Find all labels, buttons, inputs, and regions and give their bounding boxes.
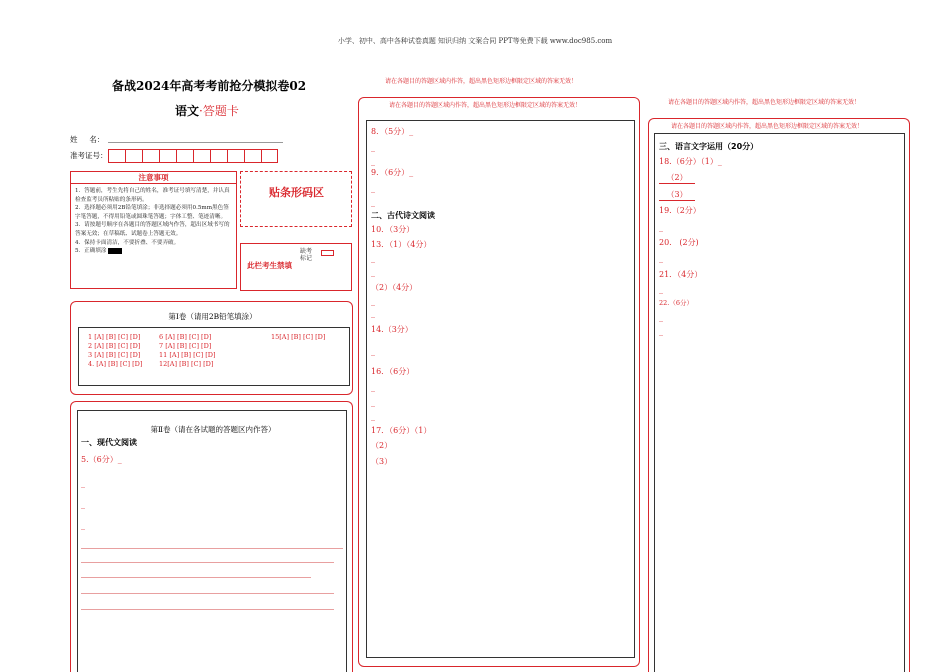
notice-box (70, 171, 237, 289)
answer-row-2[interactable]: 2 [A] [B] [C] [D] (88, 342, 141, 350)
col2-answer-box (366, 120, 635, 658)
answer-row-1[interactable]: 1 [A] [B] [C] [D] (88, 333, 141, 341)
answer-line-16a[interactable]: _ (371, 383, 375, 392)
section-1-title: 一、现代文阅读 (81, 438, 137, 447)
question-18-3: （3） (659, 189, 695, 201)
barcode-label: 贴条形码区 (269, 186, 324, 199)
answer-line-13d[interactable]: _ (371, 309, 375, 318)
exam-title: 备战2024年高考考前抢分模拟卷02 (112, 79, 307, 93)
answer-line-20[interactable]: _ (659, 254, 663, 263)
question-8: 8．（5分）_ (371, 127, 414, 136)
part2-answer-box (77, 410, 347, 672)
answer-line-21[interactable]: _ (659, 285, 663, 294)
subject-suffix: ·答题卡 (199, 104, 239, 118)
part2-title: 第Ⅱ卷（请在各试题的答题区内作答） (150, 425, 276, 434)
part1-answer-box (78, 327, 350, 386)
id-label: 准考证号： (70, 151, 108, 160)
question-13-2: （2）（4分） (371, 283, 418, 292)
col3-answer-box (654, 133, 905, 672)
id-cells[interactable] (108, 149, 278, 163)
question-17: 17．（6分）（1） (371, 426, 432, 435)
answer-line-13b[interactable]: _ (371, 268, 375, 277)
warning-text-col2: 请在各题目的答题区域内作答，超出黑色矩形边框限定区域的答案无效！ (389, 102, 582, 109)
absent-label: 此栏考生禁填 (247, 261, 292, 270)
answer-row-11[interactable]: 11 [A] [B] [C] [D] (159, 351, 216, 359)
answer-row-12[interactable]: 12[A] [B] [C] [D] (159, 360, 214, 368)
question-18: 18.（6分）（1）_ (659, 157, 722, 166)
question-17-3: （3） (371, 457, 393, 466)
question-13: 13．（1）（4分） (371, 240, 432, 249)
part1-title: 第Ⅰ卷（请用2B铅笔填涂） (168, 312, 257, 321)
notice-item-5: 5．正确填涂 (75, 248, 107, 255)
warning-text-col3: 请在各题目的答题区域内作答，超出黑色矩形边框限定区域的答案无效！ (671, 123, 864, 130)
answer-line-5a[interactable]: _ (81, 479, 85, 488)
answer-line-13c[interactable]: _ (371, 297, 375, 306)
writing-line-3[interactable] (81, 577, 311, 578)
answer-line-9b[interactable]: _ (371, 198, 375, 207)
notice-title: 注意事项 (71, 172, 236, 184)
answer-line-8a[interactable]: _ (371, 143, 375, 152)
answer-line-14[interactable]: _ (371, 347, 375, 356)
answer-line-5b[interactable]: _ (81, 500, 85, 509)
absent-box (240, 243, 352, 291)
writing-line-4[interactable] (81, 593, 334, 594)
answer-line-22a[interactable]: _ (659, 313, 663, 322)
writing-line-1[interactable] (81, 548, 343, 549)
name-label: 姓 名： (70, 135, 105, 144)
answer-line-13a[interactable]: _ (371, 254, 375, 263)
notice-item-4: 4．保持卡面清洁，不要折叠、不要弄破。 (75, 239, 180, 246)
part1-panel (70, 301, 353, 395)
answer-line-9a[interactable]: _ (371, 184, 375, 193)
answer-line-16c[interactable]: _ (371, 412, 375, 421)
question-20: 20. (2分) (659, 238, 699, 247)
warning-text-col3-top: 请在各题目的答题区域内作答，超出黑色矩形边框限定区域的答案无效！ (668, 99, 861, 106)
notice-item-1: 1．答题前，考生先将自己的姓名，准考证号填写清楚，并认真检查监考员所粘贴的条形码。 (75, 188, 230, 203)
answer-line-16b[interactable]: _ (371, 398, 375, 407)
question-16: 16．（6分） (371, 367, 415, 376)
answer-row-7[interactable]: 7 [A] [B] [C] [D] (159, 342, 212, 350)
writing-line-2[interactable] (81, 562, 334, 563)
answer-row-4[interactable]: 4. [A] [B] [C] [D] (88, 360, 143, 368)
question-14: 14.（3分） (371, 325, 413, 334)
site-header: 小学、初中、高中各种试卷真题 知识归纳 文案合同 PPT等免费下载 www.doc985.com (337, 37, 613, 45)
notice-item-2: 2．选择题必须用2B铅笔填涂；非选择题必须用0.5mm黑色签字笔答题，不得用铅笔或圆珠笔答题；字体工整、笔迹清晰。 (75, 205, 229, 220)
answer-row-6[interactable]: 6 [A] [B] [C] [D] (159, 333, 212, 341)
answer-line-8b[interactable]: _ (371, 157, 375, 166)
absent-mark-box[interactable] (321, 250, 334, 256)
section-3-title: 三、语言文字运用（20分） (659, 142, 759, 151)
question-17-2: （2） (371, 441, 393, 450)
part2-panel (70, 401, 353, 672)
absent-mark-label: 缺考标记 (300, 248, 313, 262)
answer-line-22b[interactable]: _ (659, 327, 663, 336)
barcode-area (240, 171, 352, 227)
col3-panel (648, 118, 910, 672)
writing-line-5[interactable] (81, 609, 334, 610)
warning-text-top: 请在各题目的答题区域内作答，超出黑色矩形边框限定区域的答案无效！ (385, 78, 578, 85)
subject-name: 语文 (175, 104, 200, 118)
name-field[interactable] (108, 142, 283, 143)
answer-line-19[interactable]: _ (659, 223, 663, 232)
question-19: 19.（2分） (659, 206, 701, 215)
question-18-2: （2） (659, 172, 695, 184)
section-2-title: 二、古代诗文阅读 (371, 211, 435, 220)
col2-panel (358, 97, 640, 667)
question-22: 22.（6分） (659, 299, 693, 307)
notice-item-3: 3．请按题号顺序在各题目的答题区域内作答，超出区域书写的答案无效；在草稿纸、试题卷上答题无效。 (75, 222, 230, 237)
question-5: 5.（6分）_ (81, 455, 122, 464)
question-10: 10．（3分） (371, 225, 415, 234)
question-21: 21．（4分） (659, 270, 703, 279)
filled-sample (108, 248, 122, 254)
question-9: 9．（6分）_ (371, 168, 414, 177)
answer-row-15[interactable]: 15[A] [B] [C] [D] (271, 333, 326, 341)
subject-title (175, 102, 239, 119)
answer-row-3[interactable]: 3 [A] [B] [C] [D] (88, 351, 141, 359)
answer-line-5c[interactable]: _ (81, 521, 85, 530)
